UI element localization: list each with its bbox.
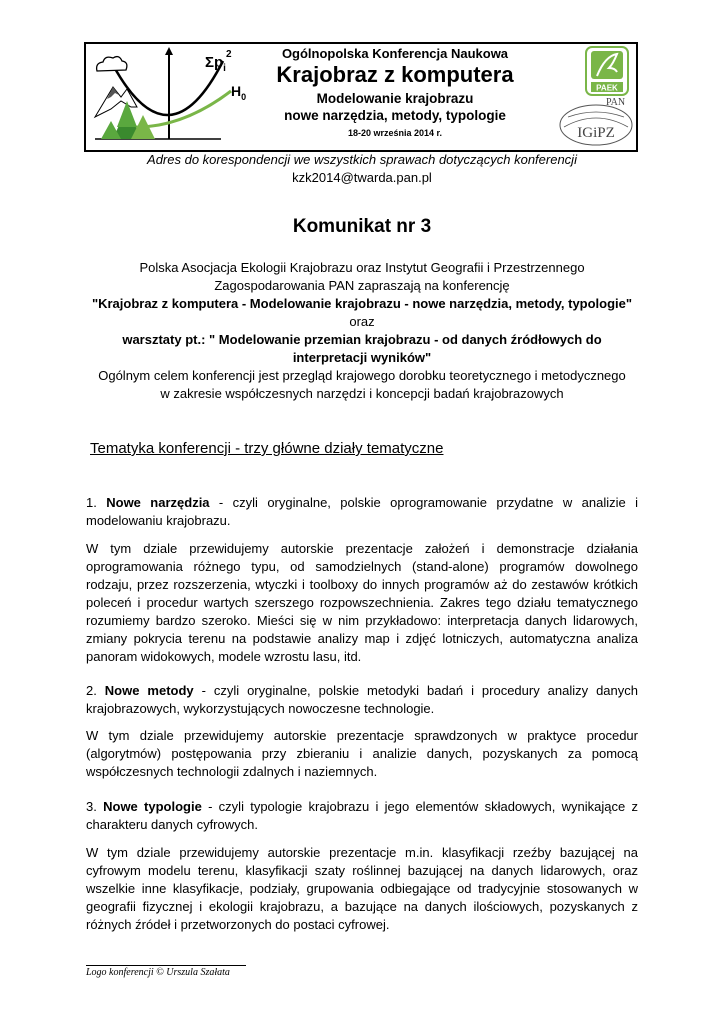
intro-line: Zagospodarowania PAN zapraszają na konferencję (214, 278, 510, 293)
logo-formula-sum: $\Sigma p_i^2$ (205, 49, 232, 74)
section-2-body: W tym dziale przewidujemy autorskie prezentacje sprawdzonych w praktyce procedur (algorytmów) postępowania przy zbieraniu i analizie danych, pozyskanych za pomocą współczesnych technologii zdalnych i naziemnych. (86, 728, 638, 779)
conference-title: Krajobraz z komputera (276, 62, 514, 87)
section-3-name: Nowe typologie (103, 799, 202, 814)
section-1-lead: 1. Nowe narzędzia - czyli oryginalne, polskie oprogramowanie przydatne w analizie i modelowaniu krajobrazu. (86, 495, 638, 528)
intro-block (60, 259, 664, 403)
communique-title: Komunikat nr 3 (292, 216, 432, 237)
section-1-body: W tym dziale przewidujemy autorskie prezentacje założeń i demonstracje działania oprogramowania różnego typu, od samodzielnych (stand-alone) programów dowolnego rodzaju, przez rozszerzenia, wtyczki i toolboxy do innych programów aż do zestawów krótkich poleceń i procedur wartych szerszego rozpowszechnienia. Zakres tego działu tematycznego rozumiemy bardzo szeroko. Mieści się w nim przykładowo: interpretacja danych lidarowych, zmiany pokrycia terenu na podstawie analizy map i zdjęć lotniczych, automatyczna analiza panoram widokowych, modele wzrostu lasu, itd. (86, 541, 638, 664)
logo-formula-h: $H_0$ (231, 83, 247, 102)
conference-dates: 18-20 września 2014 r. (347, 128, 443, 138)
igipz-label: IGiPZ (577, 125, 615, 141)
paek-label: PAEK (596, 83, 618, 93)
pan-igipz-logo (558, 95, 634, 147)
intro-line: oraz (349, 314, 375, 329)
section-1-name: Nowe narzędzia (106, 495, 210, 510)
intro-workshop-name-cont: interpretacji wyników" (292, 350, 432, 365)
section-3-body: W tym dziale przewidujemy autorskie prezentacje m.in. klasyfikacji rzeźby bazującej na cyfrowym modelu terenu, klasyfikacji szaty roślinnej bazującej na danych lidarowych, oraz wszelkie inne klasyfikacje, podziały, grupowania odbiegające od tradycyjnie stosowanych w geografii fizycznej i ekologii krajobrazu, a bazujące na danych ilościowych, pozyskanych z różnych źródeł i przetworzonych do postaci cyfrowej. (86, 845, 638, 932)
pan-label: PAN (606, 97, 626, 108)
section-3-lead: 3. Nowe typologie - czyli typologie krajobrazu i jego elementów składowych, wynikające z charakteru danych cyfrowych. (86, 799, 638, 832)
footnote-rule (86, 965, 246, 966)
topics-heading: Tematyka konferencji - trzy główne działy tematyczne (90, 440, 444, 457)
intro-line: Polska Asocjacja Ekologii Krajobrazu oraz Instytut Geografii i Przestrzennego (139, 260, 585, 275)
contact-email[interactable]: kzk2014@twarda.pan.pl (292, 170, 432, 185)
section-2-lead: 2. Nowe metody - czyli oryginalne, polskie metodyki badań i procedury analizy danych krajobrazowych, wykorzystujących nowoczesne technologie. (86, 683, 638, 716)
section-2-name: Nowe metody (104, 683, 194, 698)
intro-workshop-name: warsztaty pt.: " Modelowanie przemian krajobrazu - od danych źródłowych do (122, 332, 602, 347)
paek-logo (585, 46, 629, 96)
correspondence-note: Adres do korespondencji we wszystkich sprawach dotyczących konferencji (147, 152, 577, 167)
conference-subtitle-2: nowe narzędzia, metody, typologie (284, 108, 506, 123)
intro-line: Ogólnym celem konferencji jest przegląd krajowego dorobku teoretycznego i metodycznego (98, 368, 626, 383)
conference-subtitle-1: Modelowanie krajobrazu (316, 91, 474, 106)
intro-line: w zakresie współczesnych narzędzi i koncepcji badań krajobrazowych (160, 386, 564, 401)
footnote: Logo konferencji © Urszula Szałata (86, 967, 230, 978)
conference-type: Ogólnopolska Konferencja Naukowa (281, 46, 509, 61)
intro-conference-name: "Krajobraz z komputera - Modelowanie krajobrazu - nowe narzędzia, metody, typologie" (91, 296, 633, 311)
